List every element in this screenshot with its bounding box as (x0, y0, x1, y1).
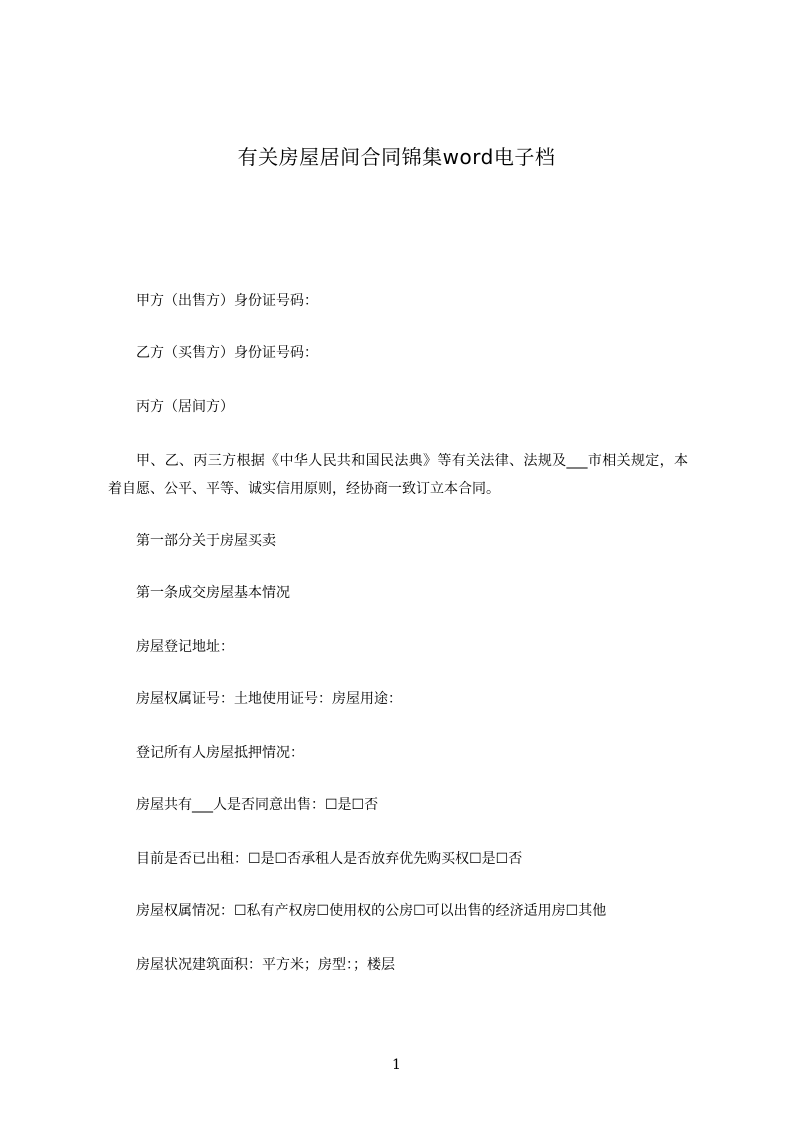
paragraph-house-address: 房屋登记地址： (136, 639, 234, 655)
paragraph-rental-status: 目前是否已出租：☐是☐否承租人是否放弃优先购买权☐是☐否 (136, 851, 523, 867)
paragraph-ownership-cert: 房屋权属证号：土地使用证号：房屋用途： (136, 691, 402, 707)
document-title: 有关房屋居间合同锦集word电子档 (237, 145, 556, 169)
page-number: 1 (392, 1057, 401, 1073)
paragraph-ownership-type: 房屋权属情况：☐私有产权房☐使用权的公房☐可以出售的经济适用房☐其他 (136, 903, 607, 919)
paragraph-co-owners: 房屋共有___人是否同意出售：☐是☐否 (136, 797, 379, 813)
paragraph-part-one-heading: 第一部分关于房屋买卖 (136, 533, 276, 549)
paragraph-preamble: 甲、乙、丙三方根据《中华人民共和国民法典》等有关法律、法规及___市相关规定，本着自愿、公平、平等、诚实信用原则，经协商一致订立本合同。 (108, 453, 688, 497)
paragraph-party-b: 乙方（买售方）身份证号码： (136, 345, 318, 361)
paragraph-article-one-heading: 第一条成交房屋基本情况 (136, 585, 290, 601)
paragraph-party-a: 甲方（出售方）身份证号码： (136, 293, 318, 309)
paragraph-party-c: 丙方（居间方） (136, 399, 234, 415)
paragraph-mortgage-status: 登记所有人房屋抵押情况： (136, 745, 304, 761)
paragraph-house-condition: 房屋状况建筑面积：平方米；房型：；楼层 (136, 957, 395, 973)
